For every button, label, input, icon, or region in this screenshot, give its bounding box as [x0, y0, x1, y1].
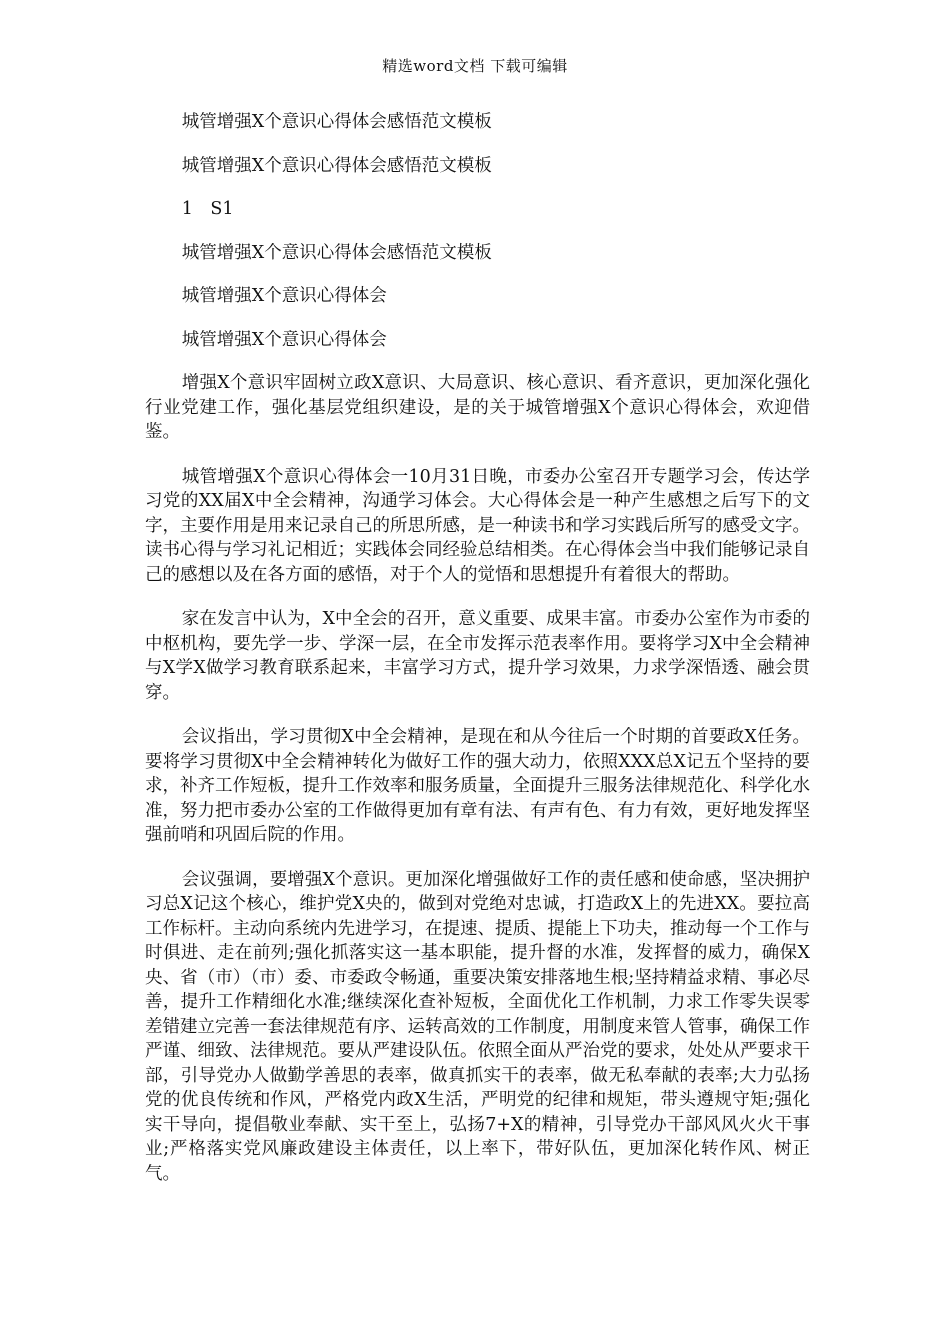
paragraph-meeting: 城管增强X个意识心得体会一10月31日晚，市委办公室召开专题学习会，传达学习党的XX届X中全会精神，沟通学习体会。大心得体会是一种产生感想之后写下的文字，主要作用是用来记录自己的所思所感，是一种读书和学习实践后所写的感受文字。读书心得与学习礼记相近；实践体会同经验总结相类。在心得体会当中我们能够记录自己的感想以及在各方面的感悟，对于个人的觉悟和思想提升有着很大的帮助。 [145, 466, 810, 585]
section-marker: 1 S1 [181, 199, 234, 219]
paragraph-meeting-points: 会议指出，学习贯彻X中全会精神，是现在和从今往后一个时期的首要政X任务。要将学习贯彻X中全会精神转化为做好工作的强大动力，依照XXX总X记五个坚持的要求，补齐工作短板，提升工作效率和服务质量，全面提升三服务法律规范化、科学化水准，努力把市委办公室的工作做得更加有章有法、有声有色、有力有效，更好地发挥坚强前哨和巩固后院的作用。 [145, 727, 810, 845]
paragraph-intro: 增强X个意识牢固树立政X意识、大局意识、核心意识、看齐意识，更加深化强化行业党建工作，强化基层党组织建设，是的关于城管增强X个意识心得体会，欢迎借鉴。 [145, 373, 810, 442]
title-line-1: 城管增强X个意识心得体会感悟范文模板 [181, 112, 492, 132]
page-header: 精选word文档 下载可编辑 [382, 57, 568, 75]
subtitle-line-2: 城管增强X个意识心得体会 [181, 329, 387, 350]
title-line-2: 城管增强X个意识心得体会感悟范文模板 [181, 155, 492, 176]
title-line-3: 城管增强X个意识心得体会感悟范文模板 [181, 242, 492, 263]
paragraph-meeting-emphasis: 会议强调，要增强X个意识。更加深化增强做好工作的责任感和使命感，坚决拥护习总X记这个核心，维护党X央的，做到对党绝对忠诚，打造政X上的先进XX。要拉高工作标杆。主动向系统内先进学习，在提速、提质、提能上下功夫，推动每一个工作与时俱进、走在前列;强化抓落实这一基本职能，提升督的水准，发挥督的威力，确保X央、省（市）（市）委、市委政令畅通，重要决策安排落地生根;坚持精益求精、事必尽善，提升工作精细化水准;继续深化查补短板，全面优化工作机制，力求工作零失误零差错建立完善一套法律规范有序、运转高效的工作制度，用制度来管人管事，确保工作严谨、细致、法律规范。要从严建设队伍。依照全面从严治党的要求，处处从严要求干部，引导党办人做勤学善思的表率，做真抓实干的表率，做无私奉献的表率;大力弘扬党的优良传统和作风，严格党内政X生活，严明党的纪律和规矩，带头遵规守矩;强化实干导向，提倡敬业奉献、实干至上，弘扬7+X的精神，引导党办干部风风火火干事业;严格落实党风廉政建设主体责任，以上率下，带好队伍，更加深化转作风、树正气。 [145, 869, 810, 1184]
paragraph-speech: 家在发言中认为，X中全会的召开，意义重要、成果丰富。市委办公室作为市委的中枢机构，要先学一步、学深一层，在全市发挥示范表率作用。要将学习X中全会精神与X学X做学习教育联系起来，丰富学习方式，提升学习效果，力求学深悟透、融会贯穿。 [145, 609, 810, 703]
document-body [145, 110, 810, 1206]
subtitle-line-1: 城管增强X个意识心得体会 [181, 286, 387, 306]
